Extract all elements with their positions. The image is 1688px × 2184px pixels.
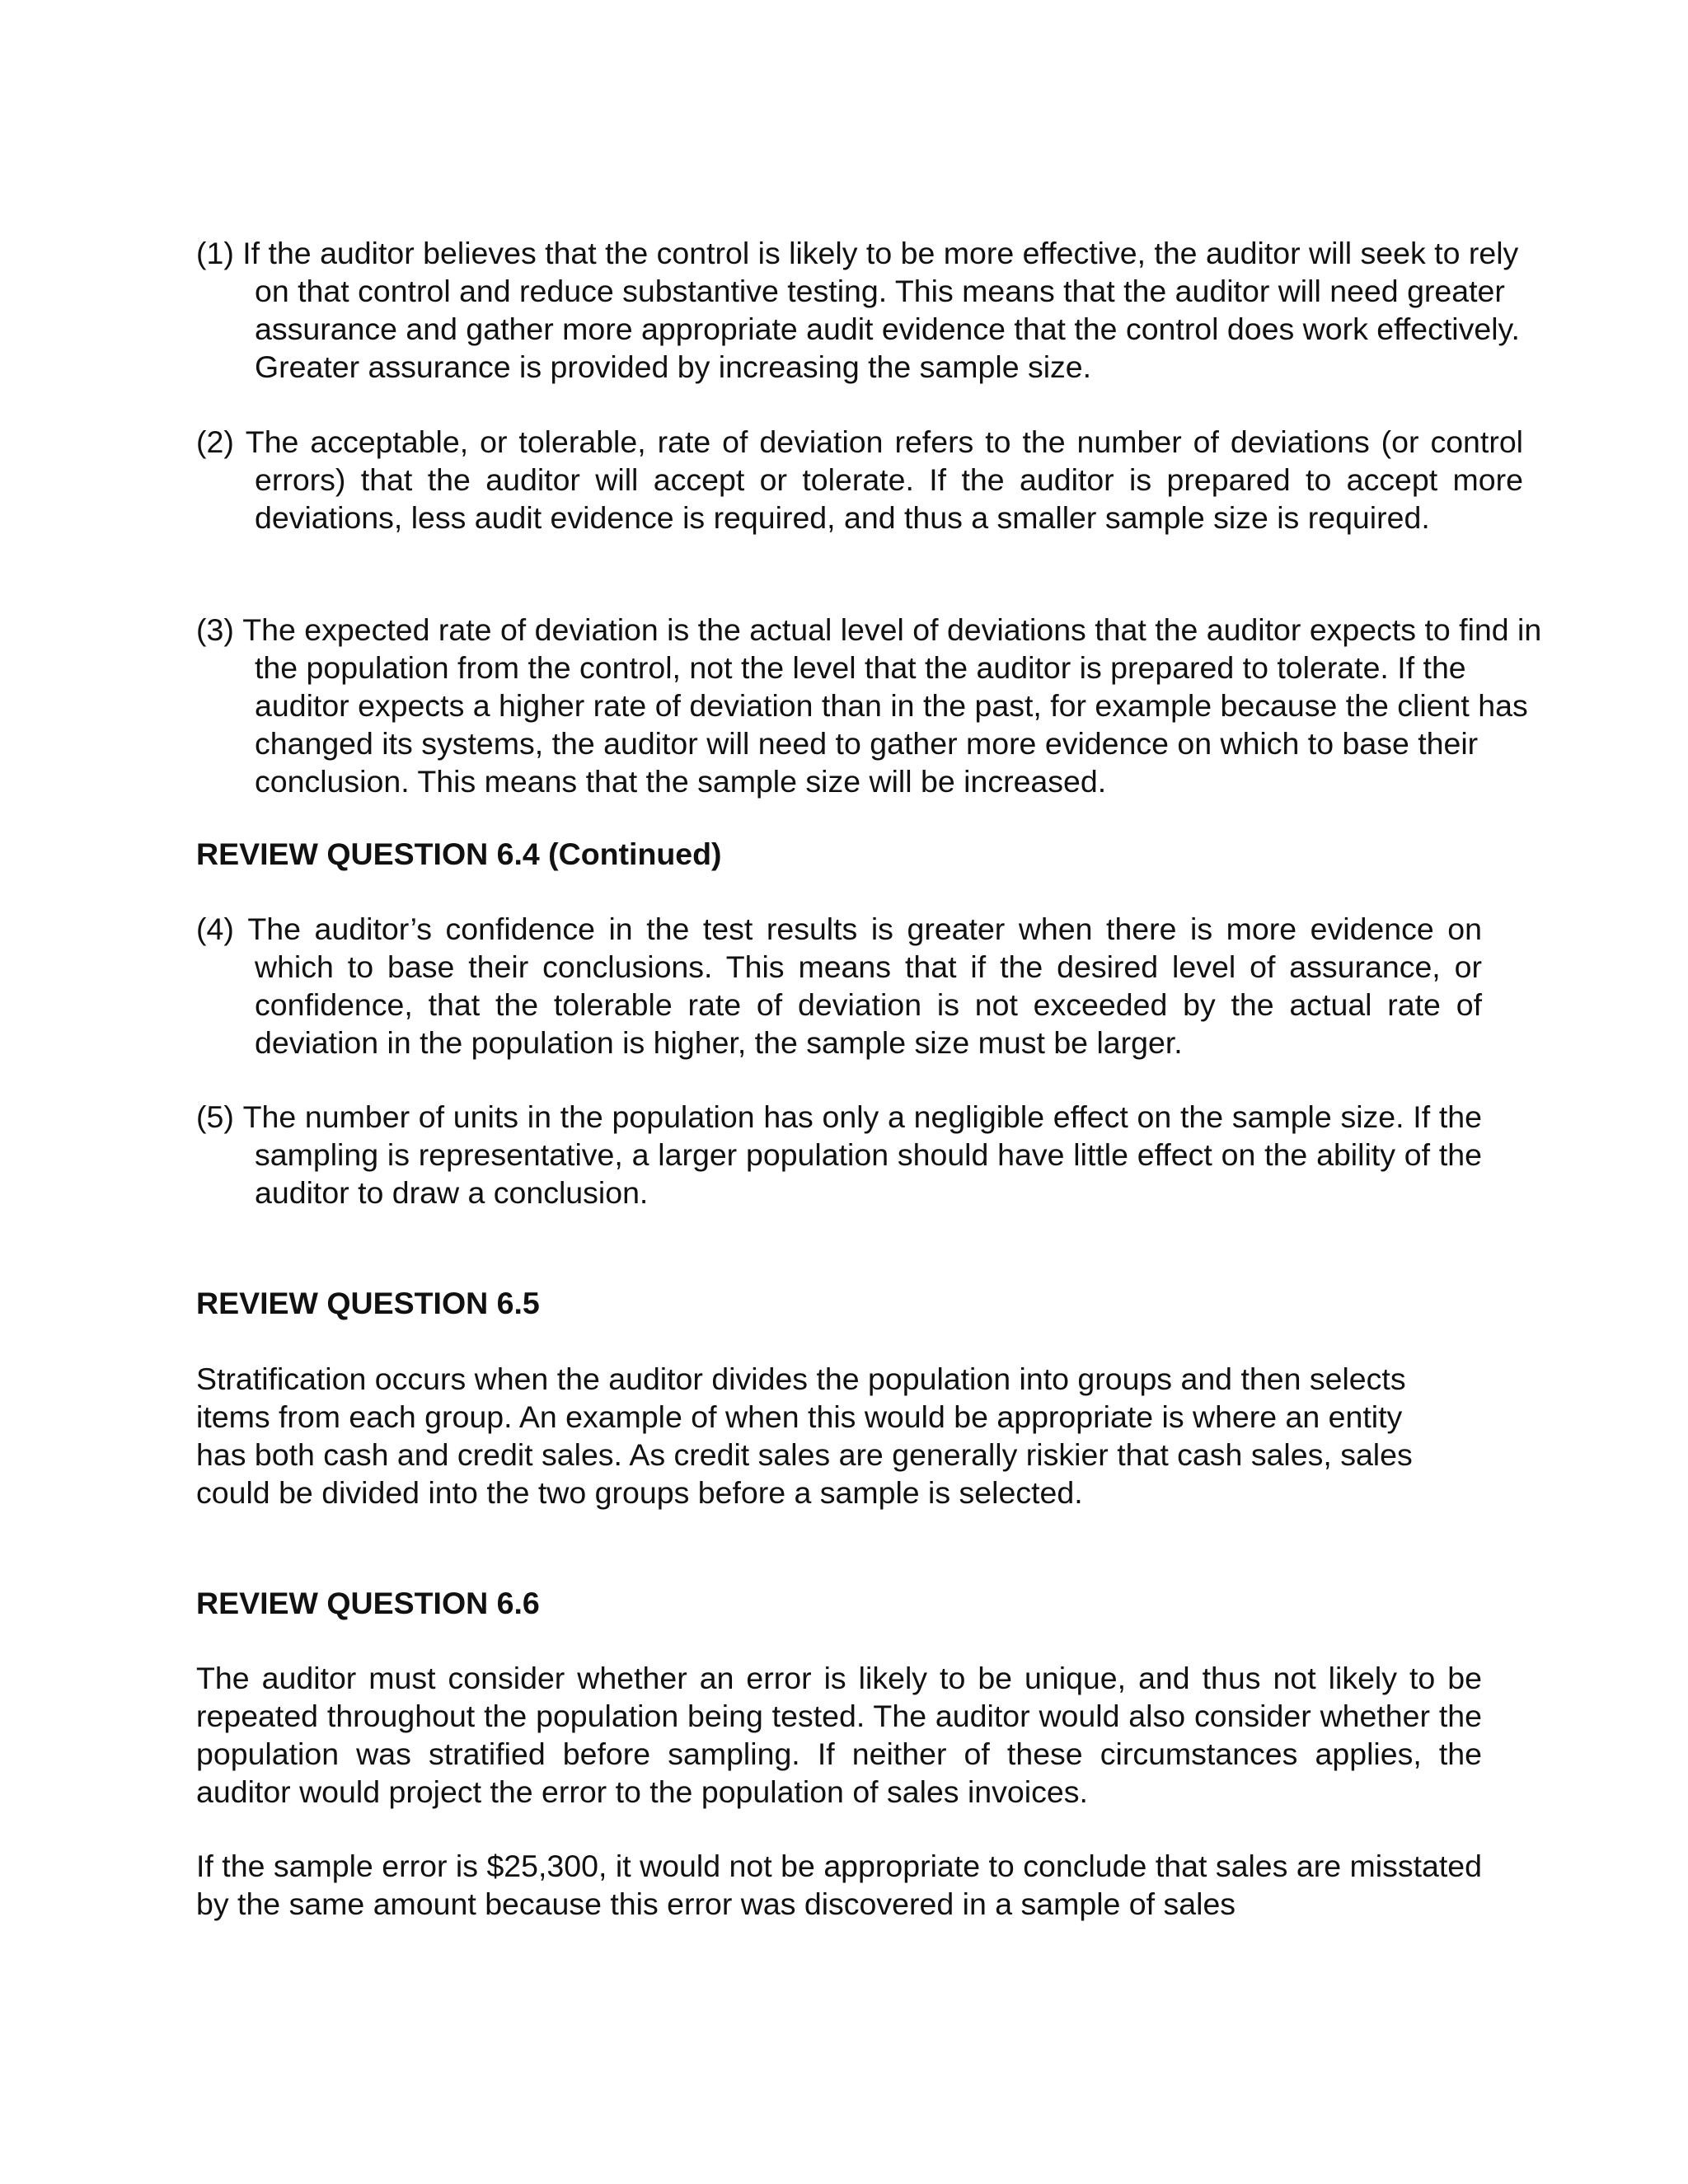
paragraph-6-5: Stratification occurs when the auditor divides the population into groups and then selects items from each group. An example of when this would be appropriate is where an entity has both cash and credit sales. As credit sales are generally riskier that cash sales, sales could be divided into the two groups before a sample is selected. [196,1361,1413,1510]
list-item-text: The acceptable, or tolerable, rate of deviation refers to the number of deviations (or control errors) that the auditor will accept or tolerate. If the auditor is prepared to accept more deviations, less audit evidence is required, and thus a smaller sample size is required. [245,424,1523,535]
section-heading-6-5: REVIEW QUESTION 6.5 [196,1286,540,1320]
list-item-text: The auditor’s confidence in the test results is greater when there is more evidence on which to base their conclusions. This means that if the desired level of assurance, or confidence, that the tolerable rate of deviation is not exceeded by the actual rate of deviation in the population is higher, the sample size must be larger. [247,912,1483,1060]
list-item-label: (5) [196,1099,234,1134]
list-item-label: (2) [196,424,234,459]
paragraph-6-6-a: The auditor must consider whether an error is likely to be unique, and thus not likely to be repeated throughout the population being tested. The auditor would also consider whether the population was stratified before sampling. If neither of these circumstances applies, the auditor would project the error to the population of sales invoices. [196,1661,1482,1809]
list-item-4 [196,910,1482,1062]
list-item-label: (4) [196,912,234,946]
list-item-text: The number of units in the population has only a negligible effect on the sample size. If the sampling is representative, a larger population should have little effect on the ability of the auditor to draw a conclusion. [242,1099,1483,1210]
section-heading-6-6: REVIEW QUESTION 6.6 [196,1586,540,1620]
section-heading-6-4: REVIEW QUESTION 6.4 (Continued) [196,837,722,871]
list-item-label: (3) [196,612,234,647]
list-item-3 [196,611,1564,800]
paragraph-6-6-b: If the sample error is $25,300, it would not be appropriate to conclude that sales are misstated by the same amount because this error was discovered in a sample of sales [196,1849,1482,1921]
list-item-text: The expected rate of deviation is the actual level of deviations that the auditor expects to find in the population from the control, not the level that the auditor is prepared to tolerate. If the auditor expects a higher rate of deviation than in the past, for example because the client has changed its systems, the auditor will need to gather more evidence on which to base their conclusion. This means that the sample size will be increased. [242,612,1542,799]
list-item-5 [196,1098,1482,1212]
list-item-2 [196,423,1523,537]
list-item-1 [196,234,1552,386]
list-item-text: If the auditor believes that the control is likely to be more effective, the auditor will seek to rely on that control and reduce substantive testing. This means that the auditor will need greater assurance and gather more appropriate audit evidence that the control does work effectively. Greater assurance is provided by increasing the sample size. [242,236,1520,384]
list-item-label: (1) [196,236,234,270]
